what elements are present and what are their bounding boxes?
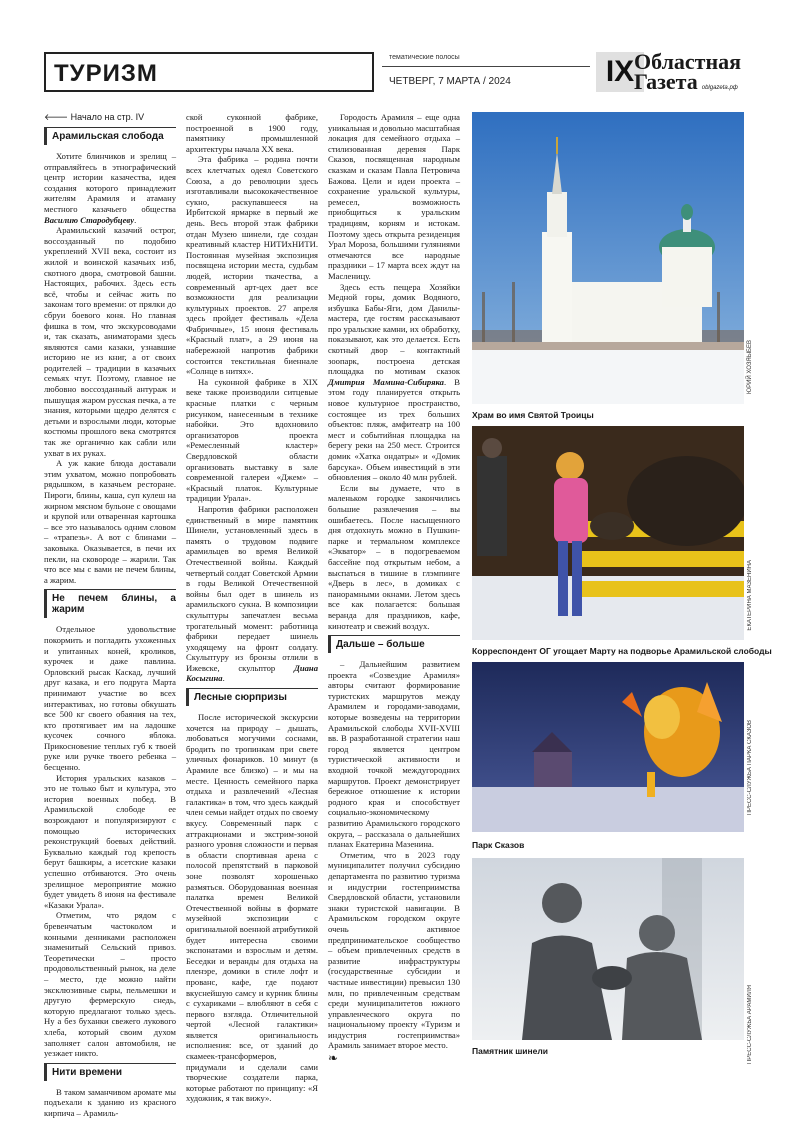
paragraph: Напротив фабрики расположен единственный в мире памятник Шинели, установленный здесь в память о трудовом подвиге арамильцев во время Великой Отечественной войны. Каждый четвертый солдат Советской Армии в годы Великой Отечественной войны был одет в шинель из арамильского сукна. В композиции скульптуры запечатлен весьма трогательный момент: работница фабрики передает шинель уходящему на фронт солдату. Скульптуру из бронзы отлили в Ижевске, скульптор Диана Косыгина.: [186, 503, 318, 684]
subheading: Не печем блины, а жарим: [44, 589, 176, 618]
issue-date: ЧЕТВЕРГ, 7 МАРТА / 2024: [389, 76, 511, 87]
subheading: Лесные сюрпризы: [186, 688, 318, 706]
masthead-line-2: Газета: [634, 69, 698, 94]
paragraph: История уральских казаков – это не только быт и культура, это история военных побед. В Арамильской слободе ее возрождают и популяризируют с помощью исторических реконструкций боевых действий. Буквально каждый год крепость берут башкиры, а исетские казаки успешно отбиваются. Это очень зрелищное мероприятие можно будет увидеть 8 июня на фестивале «Казаки Урала».: [44, 772, 176, 910]
paragraph: Отметим, что в 2023 году муниципалитет получил субсидию департамента по развитию туризма и индустрии гостеприимства Свердловской области, установили знаки туристской навигации. В Арамильском городском округе очень активное предпринимательское сообщество – объем привлеченных средств в развитие инфраструктуры (государственные субсидии и частные инвестиции) превысил 130 млн, по привлеченным средствам среди муниципалитетов южного управленческого округа по национальному проекту «Туризм и индустрия гостеприимства» Арамиль занимает второе место.: [328, 849, 460, 1051]
paragraph: Здесь есть пещера Хозяйки Медной горы, домик Водяного, избушка Бабы-Яги, дом Данилы-мастера, где гостям рассказывают про уральские камни, их обработку, показывают, как это делается. Есть скотный двор – контактный зоопарк, построена детская площадка по мотивам сказок Дмитрия Мамина-Сибиряка. В этом году планируется открыть новое культурное пространство, состоящее из трех больших объектов: пляж, амфитеатр на 100 мест и событийная площадка на берегу реки на 250 мест. Строится домик «Хатка ондатры» и «Домик барсука». Объем инвестиций в эти обновления – около 40 млн рублей.: [328, 281, 461, 483]
paragraph: В таком заманчивом аромате мы подъехали к зданию из красного кирпича – Арамиль-: [44, 1086, 176, 1118]
photo-caption: Храм во имя Святой Троицы: [472, 410, 594, 420]
paragraph: Городость Арамиля – еще одна уникальная и довольно масштабная локация для семейного отдыха – стилизованная деревня Парк Сказов, посвященная народным сказкам и сказам Павла Петровича Бажова. Цели и идеи проекта – сохранение уральской культуры, ремесел, возможность приобщиться к уральским традициям, корням и истокам. Поэтому здесь открыта резиденция Урал Мороза, большими гуляниями отмечаются все народные праздники – 17 марта всех ждут на Масленицу.: [328, 112, 460, 281]
arrow-left-icon: 🡐: [44, 112, 71, 122]
page-header: [44, 52, 635, 94]
paragraph: А уж какие блюда доставали этим ухватом, можно попробовать рядышком, в казачьем ресторане. Пироги, блины, каша, суп кулеш на жирном мясном бульоне с овощами и крупой или отваренная картошка – все это называлось одним словом – «трапезь». А вот с блинами – заковыка. Оказывается, в печи их пекли, на сковороде – жарили. Так что все мы с вами не печем блины, а жарим.: [44, 458, 176, 585]
paragraph: Хотите блинчиков и зрелищ – отправляйтесь в этнографический центр истории казачества, идея создания которого принадлежит жителям Арамиля и атаману местного казачьего общества Василию Стародубцеву.: [44, 151, 176, 225]
paragraph: Арамильский казачий острог, воссозданный по подобию укреплений XVII века, состоит из жилой и воинской казачьих изб, скотного двора, смотровой башни. Настоящих, рабочих. Здесь есть всё, чтобы и сейчас жить по законам того времени: от прялки до сбруи боевого коня. Но главная фишка в том, что экскурсоводами и, так сказать, аниматорами здесь являются сами казаки, узнавшие историю не из книг, а от своих родителей – традиции в казачьих семьях чтут. Поэтому, главное не любовно воссозданный антураж и пышущая жаром русская печка, а те знания, которыми щедро делятся с детьми и взрослыми люди, которые костюмы прошлого века смотрятся так же органично как сабли или ухват в их руках.: [44, 225, 176, 458]
paragraph: Отметим, что рядом с бревенчатым частоколом и конными денниками расположен знаменитый Сельский привоз. Теоретически – просто продовольственный рынок, на деле – место, где можно найти эксклюзивные сыры, пельмешки и другую фермерскую снедь, которую предлагают только здесь. Ну а без буханки свежего лукового хлеба, который своим духом заполняет салон автомобиля, не уезжает никто.: [44, 910, 176, 1059]
paragraph: Отдельное удовольствие покормить и погладить ухоженных и упитанных коней, кроликов, курочек и даже павлина. Орловский рысак Каскад, лучший друг казака, и его подруга Марта принимают участие во всех интерактивах, но готовы обкушать все 500 кг своего обаяния на тех, кто протягивает им на ладошке кусочек сочного яблока. Прикосновение теплых губ к твоей руке или ручке твоего ребенка – бесценно.: [44, 624, 176, 773]
photo-caption: Парк Сказов: [472, 840, 525, 850]
rubric-box: [44, 52, 374, 92]
photo-monument: [472, 858, 744, 1040]
photo-caption: Корреспондент ОГ угощает Марту на подворье Арамильской слободы: [472, 646, 772, 656]
paragraph: – Дальнейшим развитием проекта «Созвездие Арамиля» авторы считают формирование туристских маршрутов между Арамилем и городами-заводами, которые возведены на территории Арамильской слободы XVII-XVIII вв. В разработанной стратегии наш город является центром туристической активности и входной точкой междугородних маршрутов. Проект демонстрирует бережное отношение к истории родного края и способствует социально-экономическому развитию Арамильского городского округа, – рассказала о дальнейших планах Екатерина Мазенина.: [328, 659, 460, 850]
photo-caption: Памятник шинели: [472, 1046, 549, 1056]
continued-from: 🡐 Начало на стр. IV: [44, 112, 145, 122]
tagline: тематические полосы: [389, 54, 460, 61]
masthead-line-1: Областная: [634, 49, 742, 74]
masthead-site: oblgazeta.рф: [701, 85, 738, 91]
paragraph: После исторической экскурсии хочется на природу – дышать, любоваться могучими соснами, бродить по тропинкам при свете уличных фонариков. 10 минут (в Арамиле все близко) – и мы на месте. Ценность семейного парка отдыха и развлечений «Лесная галактика» в том, что здесь каждый член семьи найдет отдых по своему вкусу. Современный парк с аттракционами и экстрим-зоной разного уровня сложности и первая в области спортивная арена с полосой препятствий в парковой зоне позволят хорошенько размяться. Оборудованная военная палатка времен Великой Отечественной войны в формате музейной экспозиции с оригинальной военной атрибутикой будет интересна своими экспонатами и взрослым и детям. Беседки и веранды для отдыха на пленэре, домики в стиле лофт и прованс, кафе, где подают вкуснейшую самсу и курник блины с сухариками – влюбляют в себя с первого взгляда. Отличительной чертой «Лесной галактики» является оригинальность исполнения: все, от зданий до скамеек-трансформеров, придумали и сделали сами творческие создатели парка, которые работают по принципу: «Я художник, я так вижу».: [186, 712, 318, 1104]
photo-church: [472, 112, 744, 404]
masthead-logo: [634, 49, 742, 94]
photo-fire-bird: [472, 662, 744, 832]
paragraph: Эта фабрика – родина почти всех клетчатых одеял Советского Союза, а до революции здесь изготавливали высококачественное сукно, раскупавшееся на Ирбитской ярмарке в первый же день. Весь второй этаж фабрики отдан Музею шинели, где создан креативный кластер НИТИхНИТИ. Постоянная музейная экспозиция посвящена истории места, судьбам людей, истории ткачества, а современный арт-цех дает все возможности для реализации культурных проектов. 27 апреля здесь пройдет фестиваль «Дела Фабричные», 15 июня фестиваль «Красный плат», а 29 июня на набережной напротив фабрики состоится текстильная биеннале «Солнце в нитях».: [186, 154, 318, 377]
photo-credit: ПРЕСС-СЛУЖБА АРАМИЛЯ: [747, 985, 753, 1065]
subheading: Нити времени: [44, 1063, 176, 1081]
page-number: IX: [596, 52, 644, 92]
photo-credit: ЮРИЙ ХОЗЯЫБЕВ: [747, 340, 753, 394]
paragraph: ской суконной фабрике, построенной в 1900 году, памятнику промышленной архитектуры начала XX века.: [186, 112, 318, 154]
article-column-2: [186, 112, 318, 1104]
article-column-3: [328, 112, 460, 1064]
photo-credit: ПРЕСС-СЛУЖБА ПАРКА СКАЗОВ: [747, 720, 753, 816]
paragraph: Если вы думаете, что в маленьком городке закончились большие развлечения – вы ошибаетесь. После насыщенного дня отдохнуть можно в Пушкин-парке и термальном комплексе «Экватор» – в подогреваемом бассейне под открытым небом, а выспаться в тишине в глэмпинге «Дверь в лес», в домиках с панорамными окнами. Летом здесь все как полагается: большая веранда для праздников, кафе, кинотеатр и свежий воздух.: [328, 482, 460, 631]
subheading: Дальше – больше: [328, 635, 460, 653]
subheading: Арамильская слобода: [44, 127, 176, 145]
article-column-1: [44, 112, 176, 1118]
end-mark-icon: ❧: [328, 1051, 339, 1066]
photo-credit: ЕКАТЕРИНА МАЗЕНИНА: [747, 560, 753, 631]
section-rubric: ТУРИЗМ: [54, 60, 158, 87]
paragraph: На суконной фабрике в XIX веке также производили ситцевые красные платки с черным рисунком, нанесенным в технике набойки. Это вдохновило организаторов проекта «Ремесленный кластер» Свердловской области организовать выставку в зале современной галереи «Джем» – «Красный платок. Культурные традиции Урала».: [186, 376, 318, 504]
photo-horse: [472, 426, 744, 640]
header-rule: [382, 66, 590, 67]
